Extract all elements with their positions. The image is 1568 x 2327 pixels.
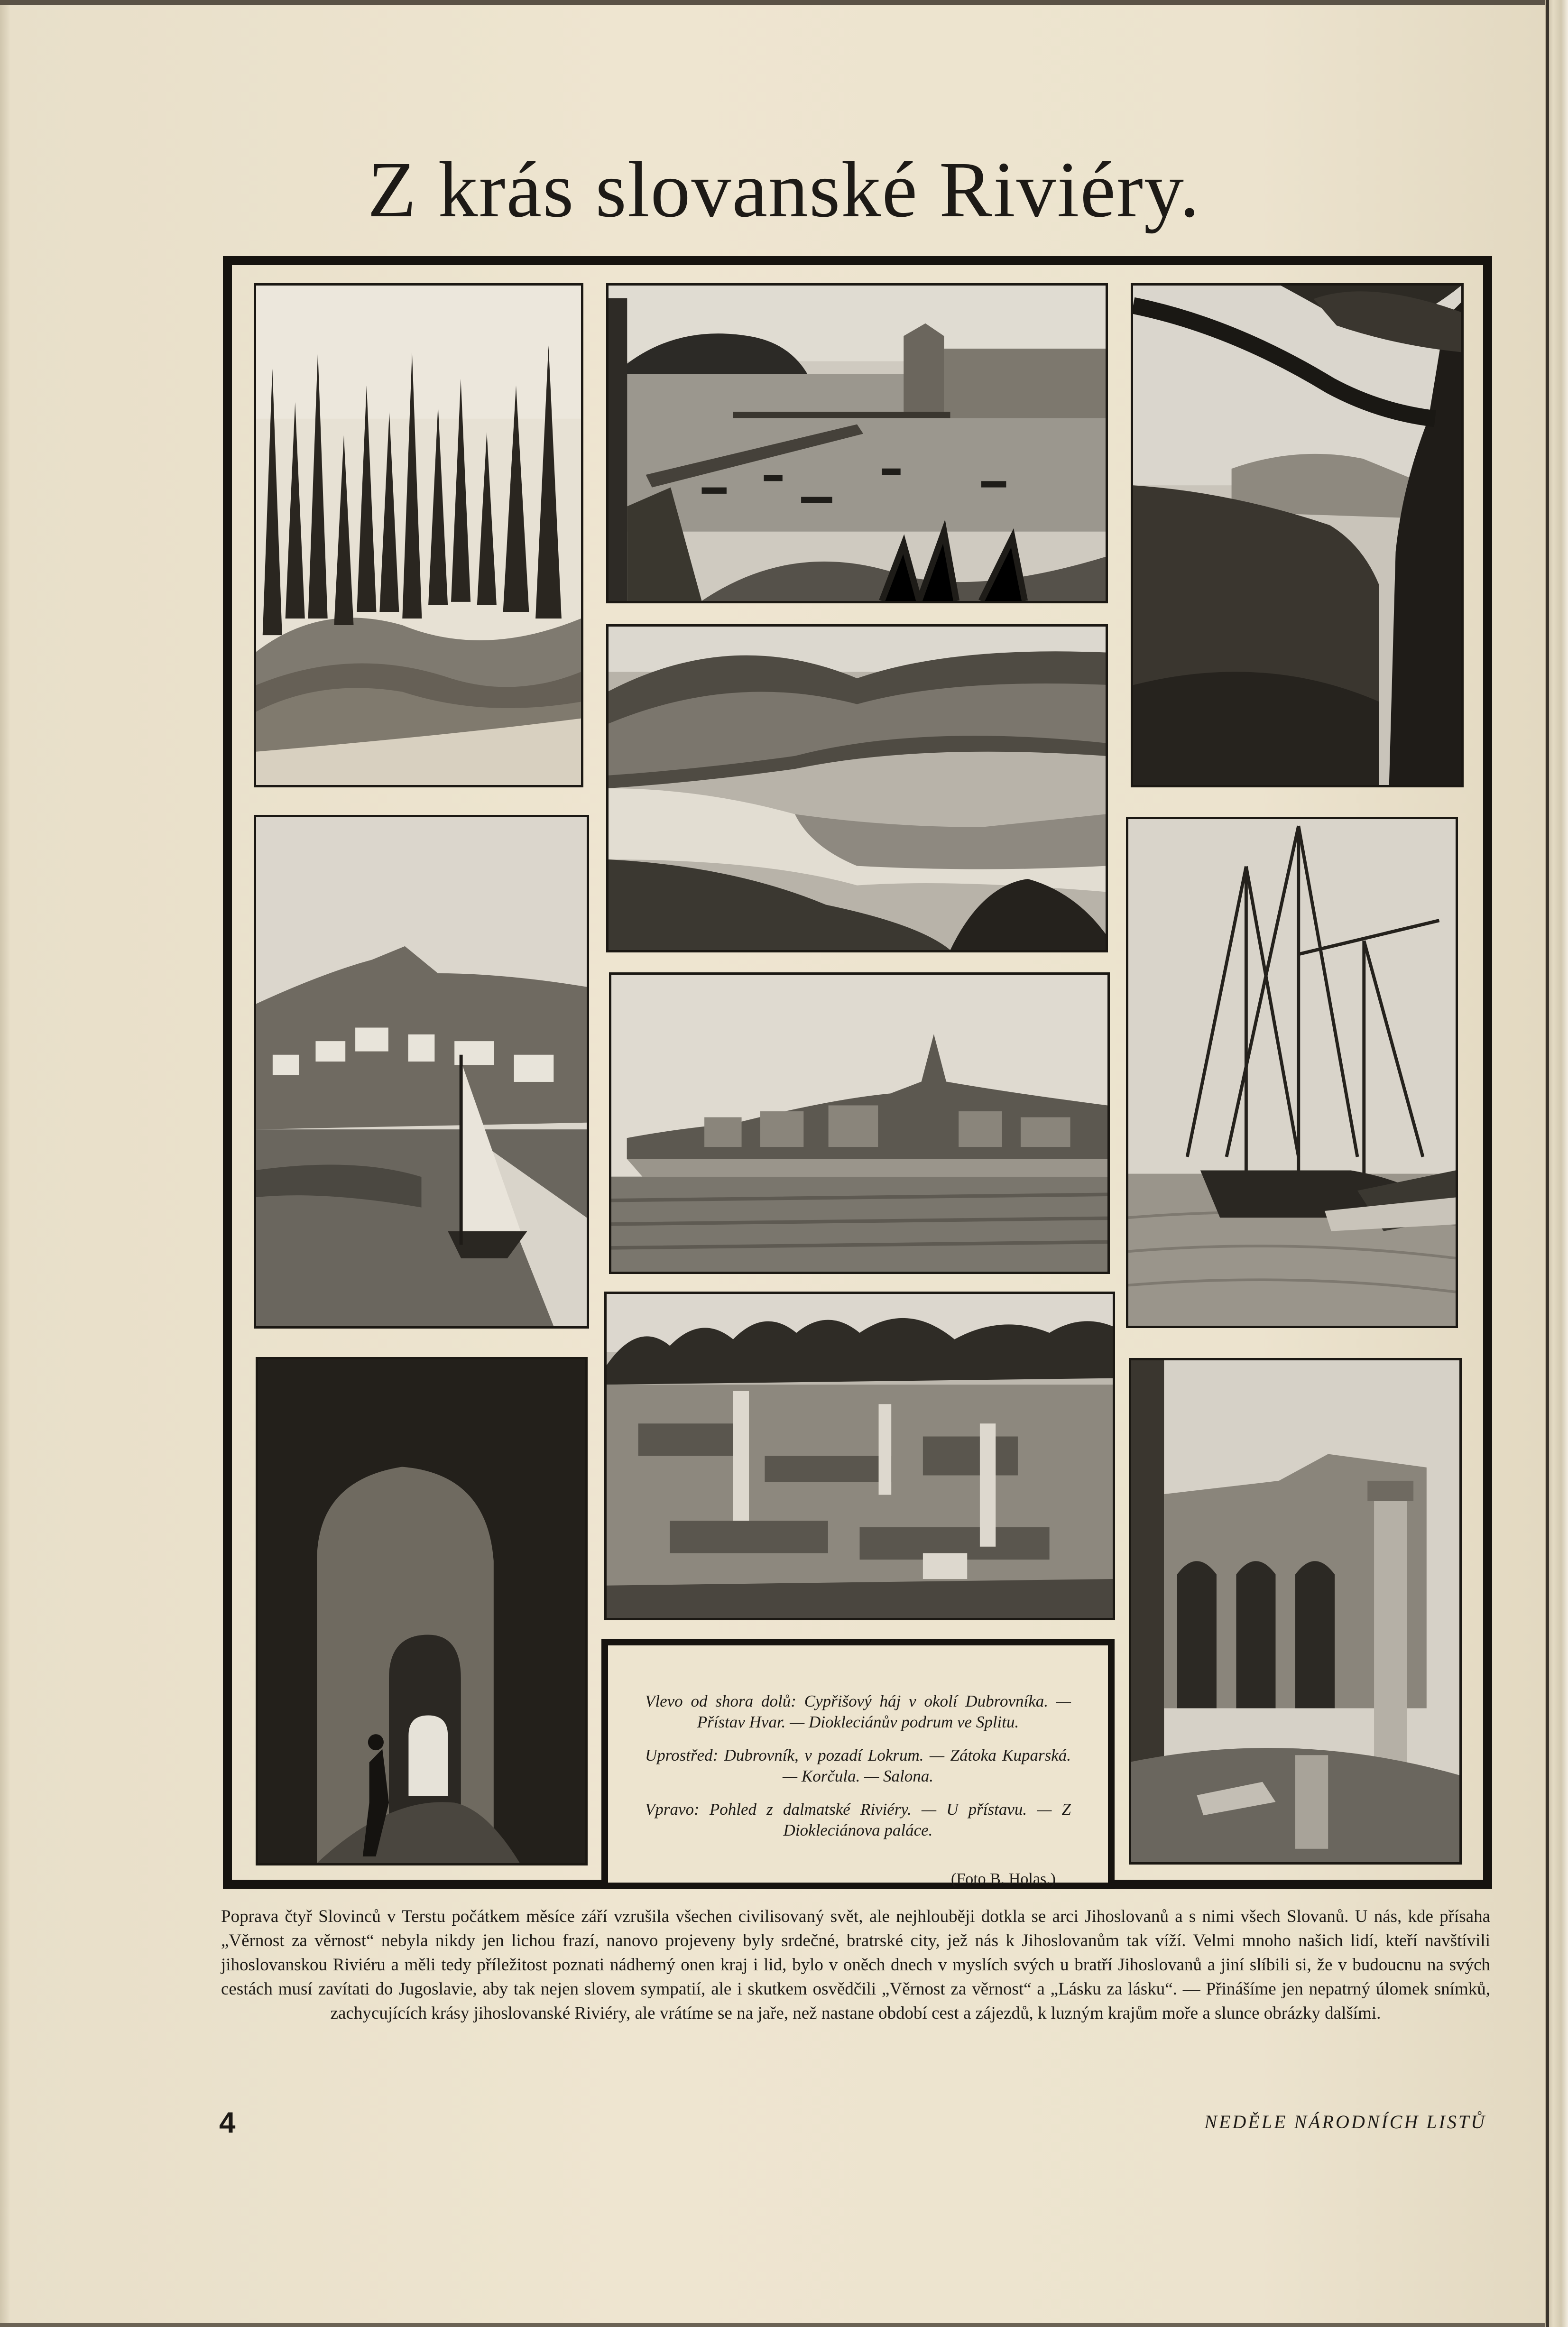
- photo-harbor-icon: [609, 286, 1106, 601]
- caption-center: Uprostřed: Dubrovník, v pozadí Lokrum. — Zátoka Kuparská. — Korčula. — Salona.: [645, 1746, 1071, 1785]
- photo-island-town-icon: [611, 975, 1107, 1272]
- photo-hvar-harbor: [254, 815, 589, 1329]
- bottom-edge: [0, 2323, 1568, 2327]
- photo-cypress-grove-icon: [256, 286, 581, 785]
- publication-name: NEDĚLE NÁRODNÍCH LISTŮ: [1204, 2111, 1486, 2133]
- caption-right: Vpravo: Pohled z dalmatské Riviéry. — U přístavu. — Z Diokleciánova paláce.: [645, 1800, 1071, 1839]
- photo-dalmatian-view: [1131, 283, 1464, 787]
- photo-sailing-ships-icon: [1128, 819, 1456, 1326]
- spine-rule: [1546, 0, 1549, 2327]
- photo-cypress-grove: [254, 283, 583, 787]
- page-edge: [0, 0, 10, 2327]
- page-number: 4: [219, 2106, 236, 2139]
- photo-salona-ruins: [604, 1292, 1115, 1620]
- top-edge: [0, 0, 1568, 5]
- photo-coast-tree-icon: [1133, 286, 1461, 785]
- photo-sailboat-town-icon: [256, 817, 587, 1326]
- photo-korcula: [609, 972, 1110, 1274]
- photo-kuparska-bay: [606, 624, 1108, 952]
- caption-left: Vlevo od shora dolů: Cypřišový háj v okolí Dubrovníka. — Přístav Hvar. — Diokleciánův podrum ve Splitu.: [645, 1692, 1071, 1731]
- photo-split-cellar: [256, 1357, 588, 1865]
- caption-box: [608, 1645, 1108, 1889]
- photo-dubrovnik-harbor: [606, 283, 1108, 603]
- photo-archway-icon: [258, 1359, 585, 1863]
- photo-diocletian-palace: [1129, 1358, 1462, 1865]
- photo-bay-icon: [609, 627, 1106, 950]
- article-body: Poprava čtyř Slovinců v Terstu počátkem měsíce září vzrušila všechen civilisovaný svět, ale nejhlouběji dotkla se arci Jihoslovanů a s nimi všech Slovanů. U nás, kde přísaha „Věrnost za věrnost“ nebyla nikdy jen lichou frazí, nanovo projeveny byly srdečné, bratrské city, jež nás k Jihoslovanům tak víží. Velmi mnoho našich lidí, kteří navštívili jihoslovanskou Riviéru a měli tedy příležitost poznati nádherný onen kraj i lid, bylo v oněch dnech v myslích svých u bratří Jihoslovanů a jiní slíbili si, že v budoucnu na svých cestách musí zavítati do Jugoslavie, aby tak nejen slovem sympatií, ale i skutkem osvědčili „Věrnost za věrnost“ a „Lásku za lásku“. — Přinášíme jen nepatrný úlomek snímků, zachycujících krásy jihoslovanské Riviéry, ale vrátíme se na jaře, než nastane období cest a zájezdů, k luzným krajům moře a slunce obrázky dalšími.: [221, 1907, 1490, 2023]
- photo-harbor-ships: [1126, 817, 1458, 1328]
- photo-credit: (Foto B. Holas.): [951, 1870, 1056, 1888]
- photo-colonnade-icon: [1131, 1360, 1459, 1862]
- photo-ruins-icon: [607, 1294, 1113, 1618]
- page-title: Z krás slovanské Riviéry.: [367, 146, 1201, 234]
